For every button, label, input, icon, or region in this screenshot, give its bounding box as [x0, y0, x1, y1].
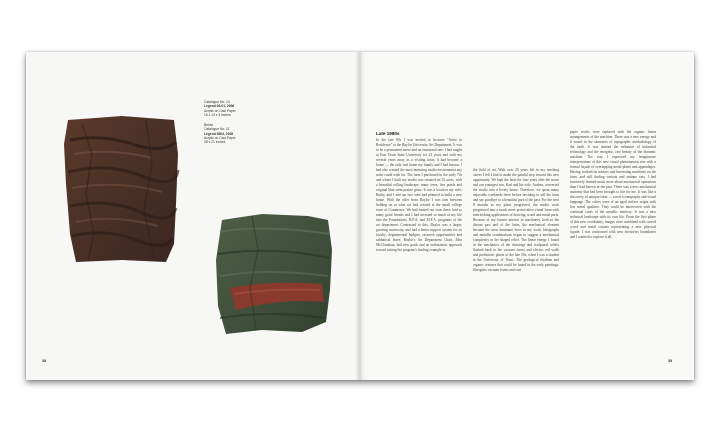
body-text: In the late 80s I was invited to become "Artist in Residence" at the Baylor University Art Department. It was to be a permanent move and an emotional one. I had taught at East Texas State University for 23 years and with my several years away as a visiting artist, it had become a home — the only real home my family and I had known. I had also created the most nurturing studio environment any artist could wish for. The farm I purchased in the early 70s and where I built my studio was situated on 33 acres, with a beautiful rolling landscape, many trees, five ponds and original blue stem prairie grass. It was a location my wife, Ruthy, and I and our two sons had planned to build a new home. With the offer from Baylor I was torn between holding on to what we had created at the small college town of Commerce. We had treated our sons there, had so many good friends and I had invested so much of my life into the Foundations, B.F.A. and M.F.A. programs of the art department. Contrasted to this, Baylor was a larger, growing university, and had a better support system for its faculty, departmental budgets, research opportunities and sabbatical leave. Baylor's Art Department Chair, John McClanahan, had new goals and an enthusiastic approach toward raising the program's leading example in [376, 138, 462, 252]
text-column-2 [473, 168, 559, 368]
caption-artwork-2 [204, 123, 264, 144]
book-spread [26, 52, 694, 380]
caption-line: 16 x 14 x 3 inches [204, 112, 231, 117]
book-gutter [355, 52, 365, 380]
caption-line: Catalogue No. 10 [204, 100, 230, 104]
caption-artwork-1 [204, 100, 264, 117]
caption-title: Legend 0804, 2008 [204, 131, 234, 136]
body-text: the field of art. With over 20 years left in my teaching career I felt I had to make the painful step toward this new opportunity. We kept the farm for four years after the move and our youngest son, Karl and his wife, Andrea, converted the studio into a lovely home. Therefore, we spent many enjoyable weekends there before deciding to sell the farm and say goodbye to a beautiful part of the past. For the next 8 months as my plans progressed, the studio work progressed into a much more provocative visual form with interlocking applications of drawing, wood and metal parts. Because of my former interest in machinery, both in the distant past and of the latter, the mechanical element became the most dominant force in my work. Ideographs and metallic combinations began to suggest a mechanical complexity in the shaped relief. The linear energy I found in the mechanics of the drawings and sculptural reliefs flashed back to the vacuum forms and electric red walls and prehistoric plants of the late 50s, when I was a student at the University of Texas. The geological rhythms and organic textures that could be found in the early paintings, fiberglass vacuum forms and cast [473, 168, 559, 272]
caption-line: 28 x 21 inches [204, 140, 226, 145]
caption-line: Below [204, 123, 213, 127]
artwork-legend-0804 [212, 210, 336, 336]
caption-title: Legend 06-01, 2006 [204, 104, 235, 109]
left-page [26, 52, 360, 380]
caption-line: Acrylic on Cast Paper [204, 135, 236, 140]
artwork-legend-06-01 [62, 114, 182, 264]
page-number-right: 39 [668, 359, 673, 363]
right-page [360, 52, 694, 380]
caption-line: Catalogue No. 11 [204, 127, 230, 132]
body-text: paper works were replaced with the organic linear arrangements of the machine. There was a new energy and it wasn't in the sameness of topographic methodology of the earth. It was instead the influence of industrial technology and the energetic, raw beauty of the dynamic machine. The way I expressed my imaginative interpretations of this new visual phenomenon was with a formal façade of overlapping metal plates and appendages. Having worked on tractors and harvesting machines on the farm, and still finding various and antique cars, I had intuitively learned much more about mechanical operations than I had known in the past. There was a new mechanical anatomy that had been brought to life for me. It was like a discovery of antique form — a new iconography and visual language. The colors were of an aged surface origin with low metal qualities. They could be interwoven with the continual cares of the metallic memory. It was a new technical landscape with its own life. From the first phase of this new vocabulary, images were combined with carved wood and metal cutouts representing a new physical façade. I was confronted with new territories boundaries and I wanted to explore it all. [570, 130, 656, 239]
section-title: Late 1980s [376, 131, 400, 136]
page-number-left: 38 [42, 359, 47, 363]
text-column-1 [376, 138, 462, 352]
text-column-3 [570, 130, 656, 280]
caption-line: Acrylic on Cast Paper [204, 108, 236, 113]
